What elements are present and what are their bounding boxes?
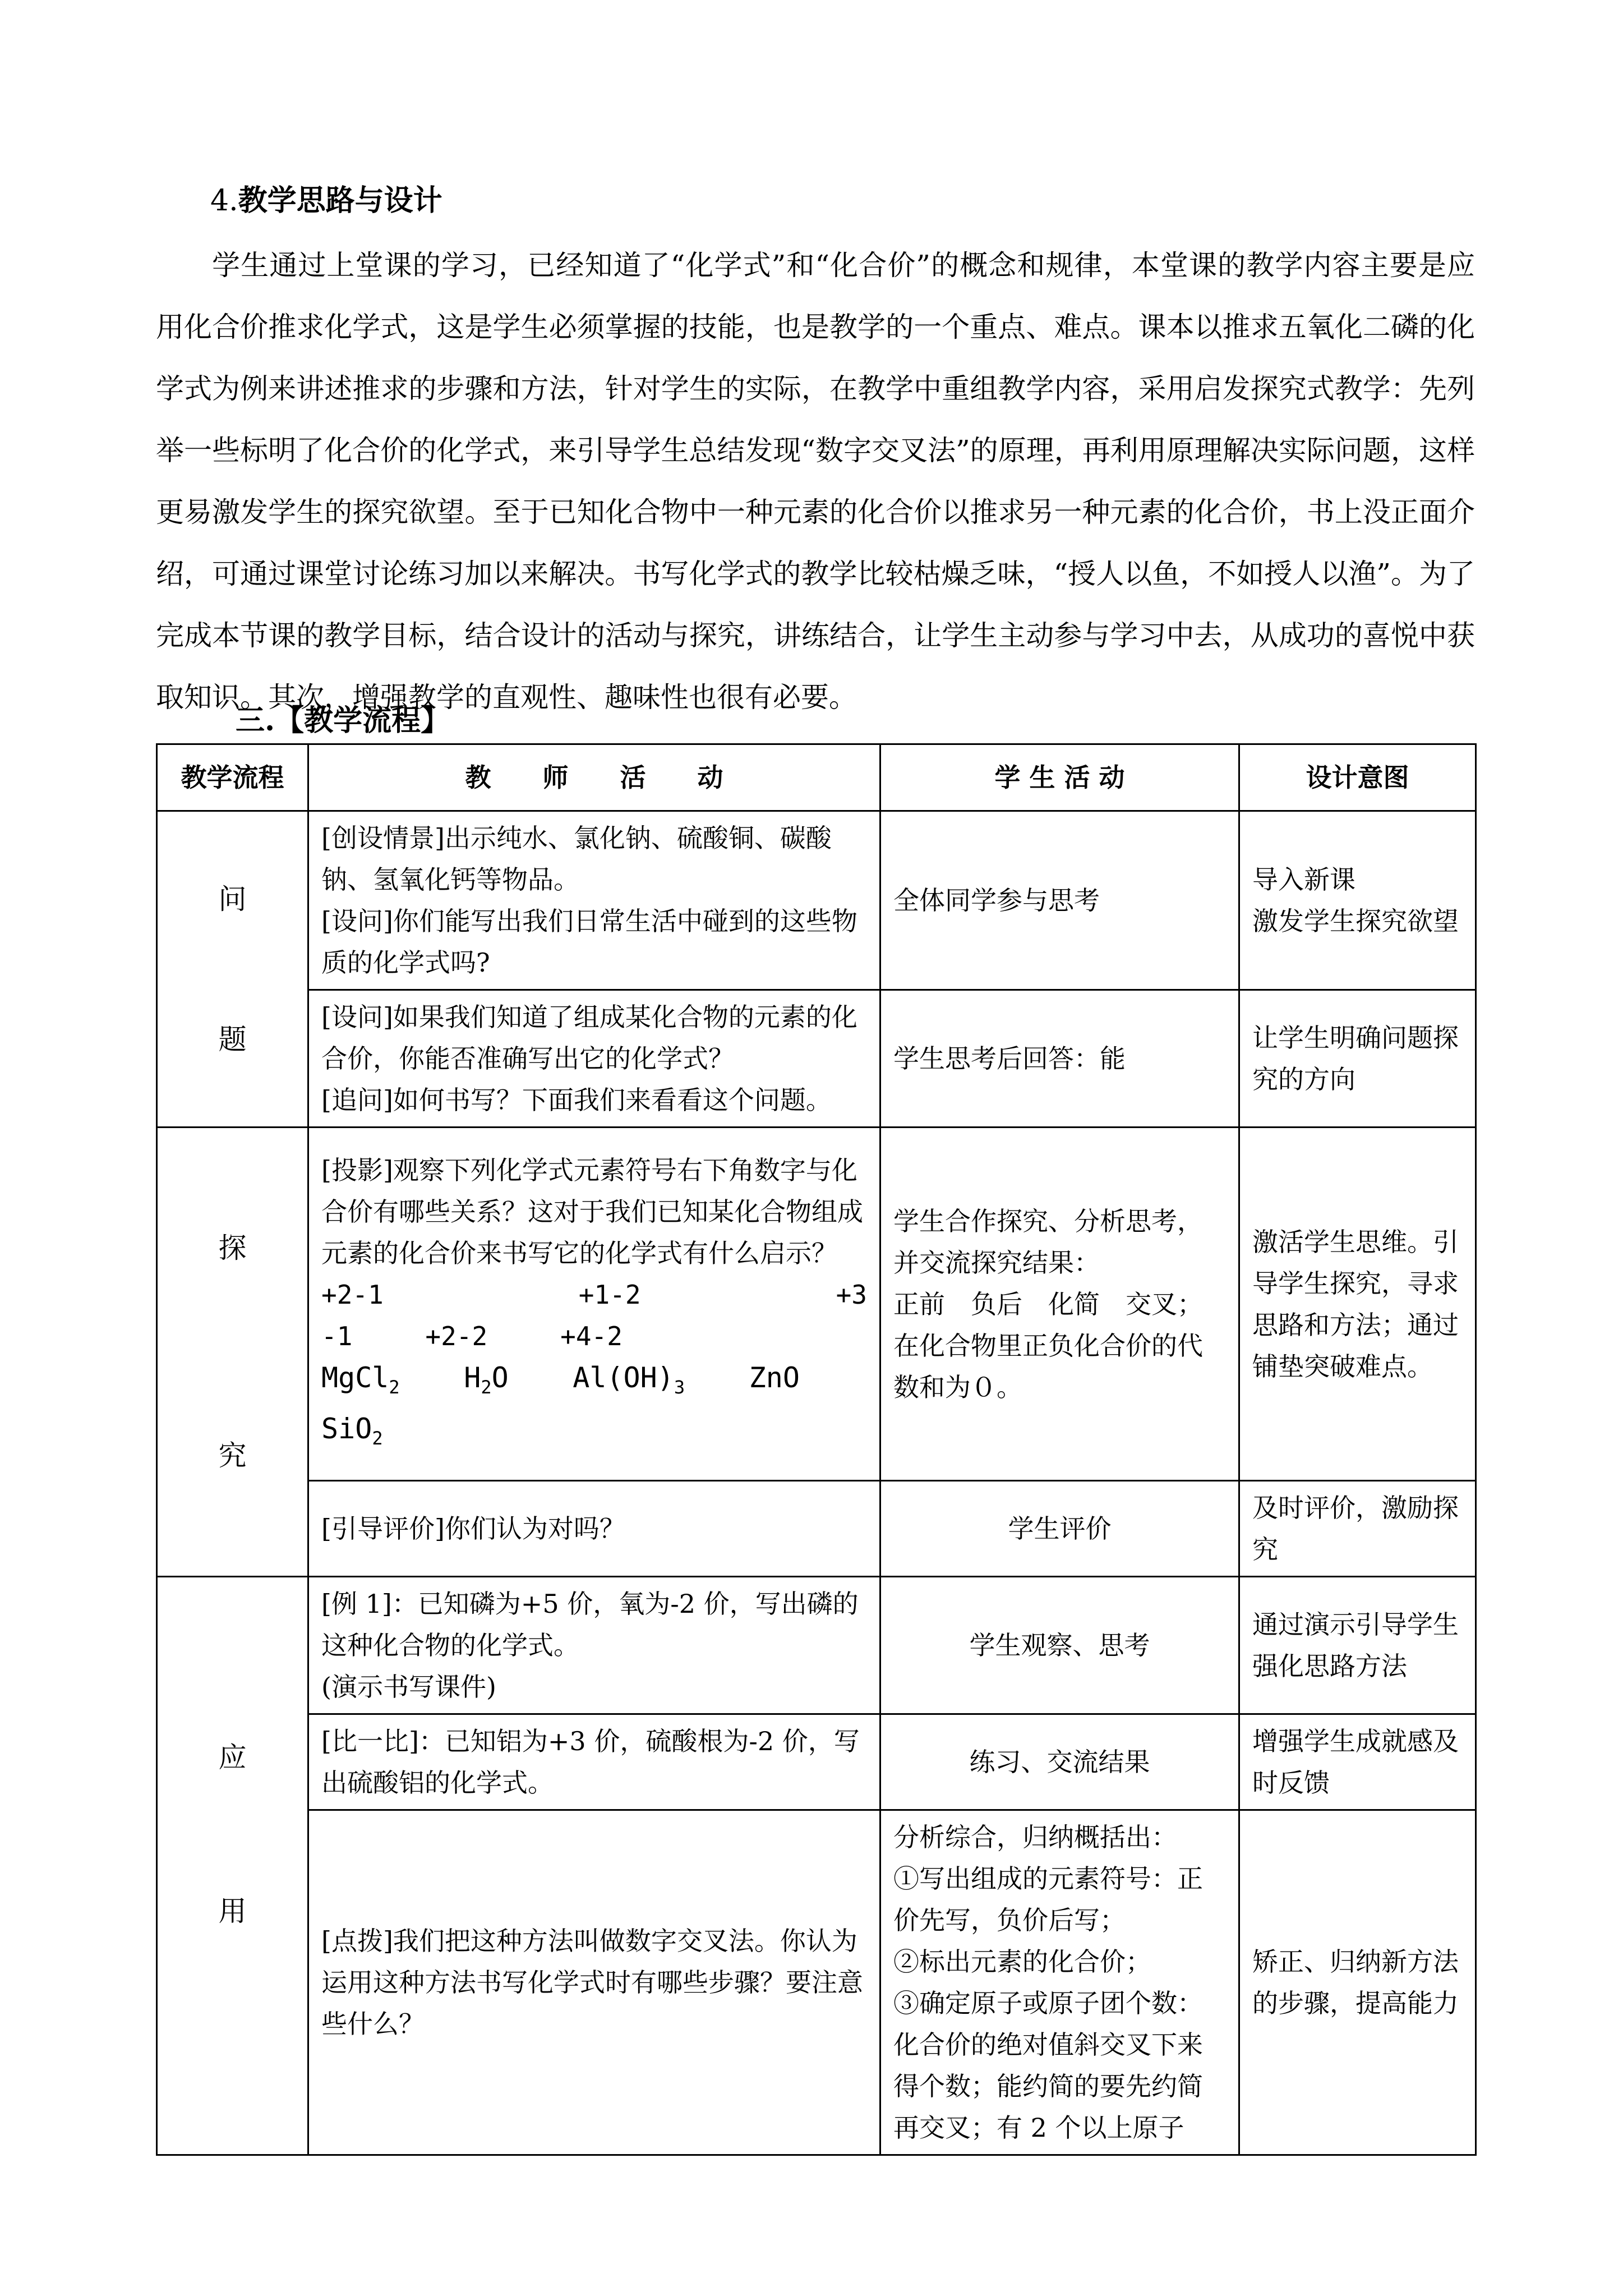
- design-intent: 激活学生思维。引导学生探究，寻求思路和方法；通过铺垫突破难点。: [1239, 1128, 1476, 1481]
- student-activity: 练习、交流结果: [880, 1714, 1239, 1810]
- teacher-text: [例 1]：已知磷为+5 价，氧为-2 价，写出磷的这种化合物的化学式。: [321, 1589, 859, 1660]
- student-activity: 学生观察、思考: [880, 1577, 1239, 1714]
- section-number: 4.: [210, 184, 238, 218]
- formula-zno: ZnO: [749, 1361, 800, 1394]
- teacher-activity: [引导评价]你们认为对吗？: [308, 1481, 880, 1577]
- table-row: [157, 811, 1476, 990]
- stage-char: 究: [218, 1439, 247, 1472]
- teacher-activity: [308, 1128, 880, 1481]
- header-stage: 教学流程: [157, 744, 308, 811]
- teacher-text: [追问]如何书写？下面我们来看看这个问题。: [321, 1085, 832, 1115]
- table-row: [157, 1128, 1476, 1481]
- student-text: 在化合物里正负化合价的代数和为０。: [893, 1330, 1203, 1402]
- valence-label: +1-2: [578, 1279, 641, 1310]
- student-activity: [880, 1810, 1239, 2155]
- intent-text: 导入新课: [1252, 864, 1355, 895]
- student-text: 分析综合，归纳概括出：: [893, 1822, 1177, 1852]
- student-text: 正前 负后 化简 交叉；: [893, 1289, 1203, 1319]
- section-title: 教学思路与设计: [238, 183, 442, 218]
- teacher-activity: [308, 811, 880, 990]
- table-row: [157, 1577, 1476, 1714]
- formula-sio2: SiO$_2$: [321, 1412, 383, 1449]
- teacher-text: [设问]你们能写出我们日常生活中碰到的这些物质的化学式吗?: [321, 906, 857, 978]
- student-activity: 学生评价: [880, 1481, 1239, 1577]
- stage-cell-explore: [157, 1128, 308, 1577]
- table-row: [157, 1481, 1476, 1577]
- valence-label: -1: [321, 1320, 353, 1351]
- stage-char: 探: [218, 1232, 247, 1264]
- student-text: ②标出元素的化合价；: [893, 1947, 1151, 1977]
- stage-char: 题: [218, 1023, 247, 1056]
- teacher-text: (演示书写课件): [321, 1672, 496, 1702]
- valence-label: +2-1: [321, 1279, 384, 1310]
- formula-aloh3: $Al(OH)_3$: [573, 1361, 685, 1398]
- table-header-row: [157, 744, 1476, 811]
- stage-char: 应: [218, 1741, 247, 1774]
- section-heading: [210, 178, 442, 223]
- student-activity: 学生思考后回答：能: [880, 990, 1239, 1128]
- valence-label: +3: [836, 1279, 867, 1310]
- table-row: [157, 1810, 1476, 2155]
- table-row: [157, 990, 1476, 1128]
- stage-char: 用: [218, 1895, 247, 1927]
- section-paragraph: 学生通过上堂课的学习，已经知道了“化学式”和“化合价”的概念和规律，本堂课的教学内容主要是应用化合价推求化学式，这是学生必须掌握的技能，也是教学的一个重点、难点。课本以推求五氧化二磷的化学式为例来讲述推求的步骤和方法，针对学生的实际，在教学中重组教学内容，采用启发探究式教学：先列举一些标明了化合价的化学式，来引导学生总结发现“数字交叉法”的原理，再利用原理解决实际问题，这样更易激发学生的探究欲望。至于已知化合物中一种元素的化合价以推求另一种元素的化合价，书上没正面介绍，可通过课堂讨论练习加以来解决。书写化学式的教学比较枯燥乏味，“授人以鱼，不如授人以渔”。为了完成本节课的教学目标，结合设计的活动与探究，讲练结合，让学生主动参与学习中去，从成功的喜悦中获取知识。其次，增强教学的直观性、趣味性也很有必要。: [156, 249, 1475, 714]
- student-activity: [880, 1128, 1239, 1481]
- table-row: [157, 1714, 1476, 1810]
- teacher-activity: [308, 990, 880, 1128]
- teacher-activity: [比一比]：已知铝为+3 价，硫酸根为-2 价，写出硫酸铝的化学式。: [308, 1714, 880, 1810]
- stage-cell-question: [157, 811, 308, 1128]
- design-intent: 及时评价，激励探究: [1239, 1481, 1476, 1577]
- header-intent: 设计意图: [1239, 744, 1476, 811]
- intent-text: 激发学生探究欲望: [1252, 906, 1459, 936]
- flow-title: 三.【教学流程】: [236, 703, 450, 738]
- valence-label: +2-2: [425, 1320, 488, 1351]
- stage-char: 问: [218, 882, 247, 915]
- student-text: 学生合作探究、分析思考，并交流探究结果：: [893, 1205, 1203, 1278]
- formula-row: [321, 1408, 867, 1459]
- teacher-text: [创设情景]出示纯水、氯化钠、硫酸铜、碳酸钠、氢氧化钙等物品。: [321, 823, 832, 895]
- design-intent: 通过演示引导学生强化思路方法: [1239, 1577, 1476, 1714]
- valence-row-1: [321, 1274, 867, 1315]
- design-intent: 让学生明确问题探究的方向: [1239, 990, 1476, 1128]
- student-text: ①写出组成的元素符号：正价先写，负价后写；: [893, 1864, 1203, 1935]
- valence-label: +4-2: [560, 1320, 623, 1351]
- teacher-activity: [308, 1577, 880, 1714]
- header-teacher: 教 师 活 动: [308, 744, 880, 811]
- formula-mgcl2: MgCl$_2$: [321, 1361, 400, 1398]
- student-text: ③确定原子或原子团个数：化合价的绝对值斜交叉下来得个数；能约简的要先约简再交叉；有 2 个以上原子: [893, 1988, 1203, 2143]
- design-intent: 增强学生成就感及时反馈: [1239, 1714, 1476, 1810]
- student-activity: 全体同学参与思考: [880, 811, 1239, 990]
- teacher-activity: [点拨]我们把这种方法叫做数字交叉法。你认为运用这种方法书写化学式时有哪些步骤？要注意些什么？: [308, 1810, 880, 2155]
- formula-row: [321, 1357, 867, 1408]
- teacher-text: [设问]如果我们知道了组成某化合物的元素的化合价，你能否准确写出它的化学式？: [321, 1002, 857, 1074]
- valence-row-2: [321, 1315, 867, 1357]
- teaching-flow-table: [156, 743, 1477, 2156]
- teacher-text: [投影]观察下列化学式元素符号右下角数字与化合价有哪些关系？这对于我们已知某化合物组成元素的化合价来书写它的化学式有什么启示？: [321, 1154, 863, 1268]
- design-intent: 矫正、归纳新方法的步骤，提高能力: [1239, 1810, 1476, 2155]
- header-student: 学 生 活 动: [880, 744, 1239, 811]
- design-intent: [1239, 811, 1476, 990]
- formula-h2o: $H_2O$: [464, 1361, 509, 1398]
- stage-cell-apply: [157, 1577, 308, 2155]
